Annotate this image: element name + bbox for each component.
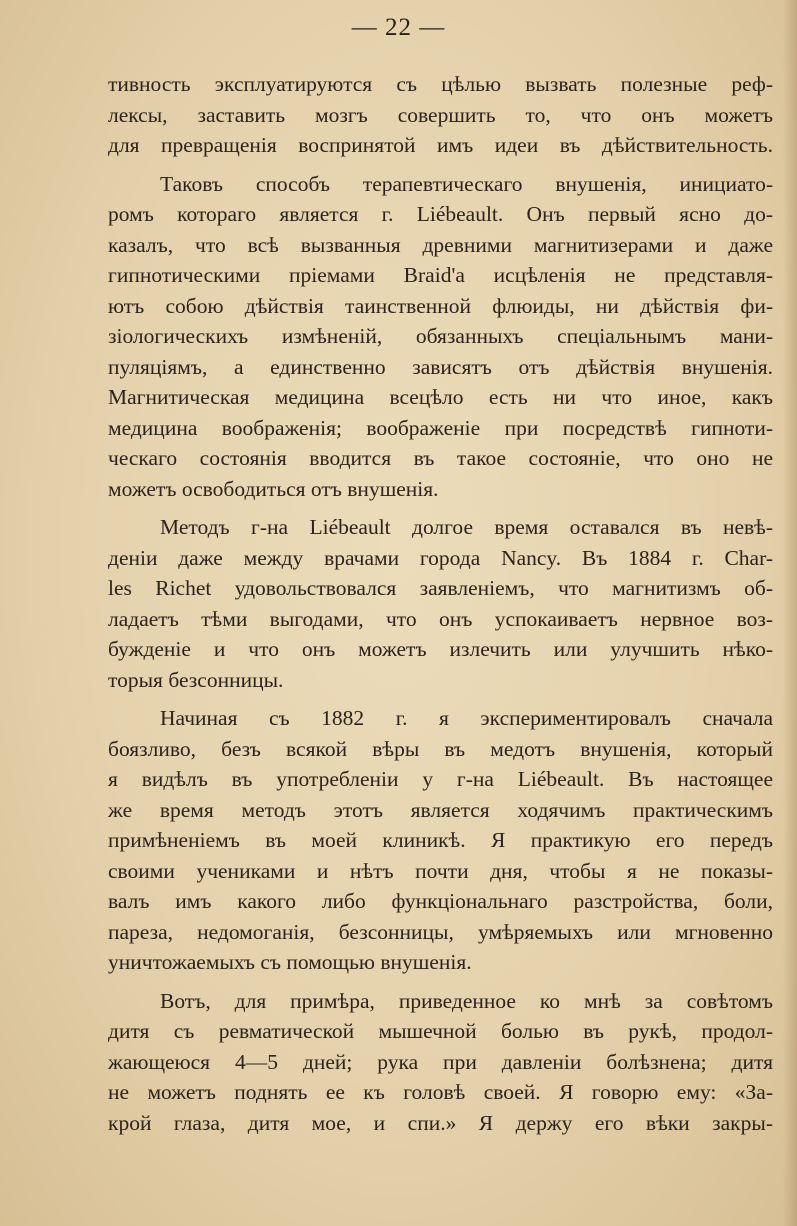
text-line: для превращенія воспринятой имъ идеи въ дѣйствительность. [108,133,773,157]
text-line: дитя съ ревматической мышечной болью въ рукѣ, продол- [108,1019,773,1043]
text-line: тивность эксплуатируются съ цѣлью вызвать полезные реф- [108,72,773,96]
text-line: деніи даже между врачами города Nancy. Въ 1884 г. Char- [108,545,773,570]
paragraph-4 [108,703,773,978]
text-line: les Richet удовольствовался заявленіемъ, что магнитизмъ об- [108,576,773,600]
text-line: пуляціямъ, а единственно зависятъ отъ дѣйствія внушенія. [108,354,773,379]
text-line: валъ имъ какого либо функціональнаго разстройства, боли, [108,889,773,913]
text-line: боязливо, безъ всякой вѣры въ медотъ внушенія, который [108,736,773,761]
paragraph-2 [108,169,773,505]
text-line: ческаго состоянія вводится въ такое состояніе, что оно не [108,446,773,470]
text-line: ромъ котораго является г. Liébeault. Онъ первый ясно до- [108,202,773,226]
page-number-header: — 22 — [351,14,446,41]
text-line: пареза, недомоганія, безсонницы, умѣряемыхъ или мгновенно [108,919,773,944]
text-line: жающеюся 4—5 дней; рука при давленіи болѣзнена; дитя [108,1049,773,1074]
text-line: гипнотическими пріемами Braid'а исцѣленія не представля- [108,263,773,287]
text-line: зіологическихъ измѣненій, обязанныхъ спеціальнымъ мани- [108,324,773,348]
text-line: я видѣлъ въ употребленіи у г-на Liébeault. Въ настоящее [108,767,773,791]
text-line: ютъ собою дѣйствія таинственной флюиды, ни дѣйствія фи- [108,293,773,318]
text-line: примѣненіемъ въ моей клиникѣ. Я практикую его передъ [108,828,773,852]
text-line: Магнитическая медицина всецѣло есть ни что иное, какъ [108,385,773,409]
text-line: Таковъ способъ терапевтическаго внушенія, инициато- [160,171,773,196]
text-line: Начиная съ 1882 г. я экспериментировалъ сначала [160,706,773,730]
paragraph-1 [108,69,773,161]
text-line: медицина воображенія; воображеніе при посредствѣ гипноти- [108,415,773,440]
text-line: уничтожаемыхъ съ помощью внушенія. [108,950,472,974]
paragraph-5 [108,986,773,1139]
text-line: не можетъ поднять ее къ головѣ своей. Я говорю ему: «За- [108,1080,773,1104]
text-line: же время методъ этотъ является ходячимъ практическимъ [108,797,773,822]
text-line: бужденіе и что онъ можетъ излечить или улучшить нѣко- [108,637,773,661]
body-text [108,69,773,1146]
text-line: крой глаза, дитя мое, и спи.» Я держу его вѣки закры- [108,1110,773,1135]
text-line: торыя безсонницы. [108,667,284,692]
text-line: ладаетъ тѣми выгодами, что онъ успокаиваетъ нервное воз- [108,606,773,631]
text-line: казалъ, что всѣ вызванныя древними магнитизерами и даже [108,232,773,257]
text-line: своими учениками и нѣтъ почти дня, чтобы я не показы- [108,858,773,883]
text-line: можетъ освободиться отъ внушенія. [108,476,439,501]
text-line: лексы, заставить мозгъ совершить то, что онъ можетъ [108,102,773,127]
text-line: Методъ г-на Liébeault долгое время оставался въ невѣ- [160,515,773,539]
paragraph-3 [108,512,773,695]
text-line: Вотъ, для примѣра, приведенное ко мнѣ за совѣтомъ [160,988,773,1013]
